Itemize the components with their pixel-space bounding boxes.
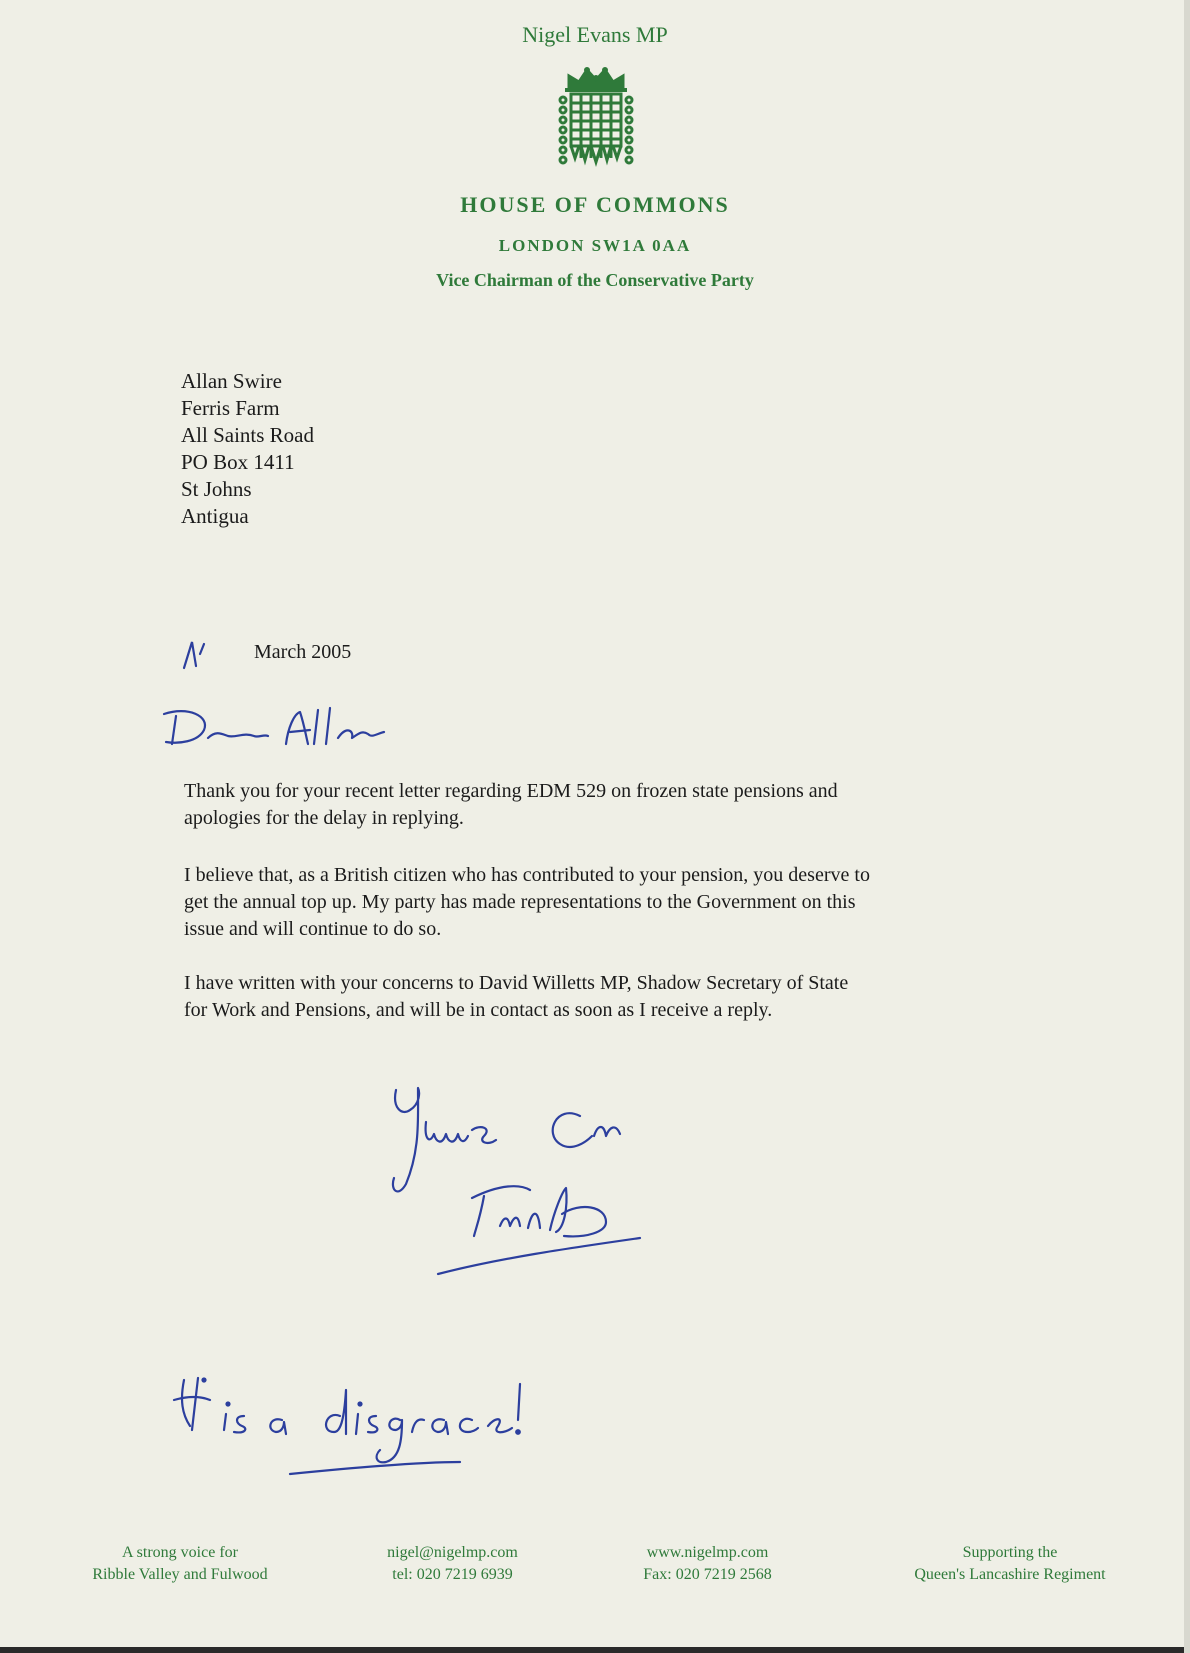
paragraph-line: get the annual top up. My party has made representations to the Government on this [184,891,856,913]
role-line: Vice Chairman of the Conservative Party [436,270,754,290]
house-of-commons-heading: HOUSE OF COMMONS [460,192,730,217]
footer-line: Supporting the [962,1544,1058,1561]
footer-constituency [60,1542,300,1586]
body-paragraph-3 [184,970,1034,1024]
paragraph-line: for Work and Pensions, and will be in contact as soon as I receive a reply. [184,999,773,1021]
footer-web [595,1542,820,1586]
page-bottom-edge [0,1647,1190,1653]
body-paragraph-2 [184,862,1034,943]
footer-line: Queen's Lancashire Regiment [914,1566,1106,1583]
recipient-address [181,368,314,530]
paragraph-line: I believe that, as a British citizen who has contributed to your pension, you deserve to [184,864,870,886]
footer-email: nigel@nigelmp.com [387,1544,518,1561]
handwritten-day [180,636,224,672]
footer-contact [340,1542,565,1586]
footer-line: Ribble Valley and Fulwood [92,1566,268,1583]
address-line: St Johns [181,477,252,501]
handwritten-signature [380,1080,660,1290]
footer-website: www.nigelmp.com [646,1544,769,1561]
body-paragraph-1 [184,778,1034,832]
address-line: All Saints Road [181,423,315,447]
address-line: Ferris Farm [181,396,280,420]
footer-line: A strong voice for [122,1544,238,1561]
footer-regiment [880,1542,1140,1586]
letter-date: March 2005 [254,641,352,663]
address-line: PO Box 1411 [181,450,295,474]
paragraph-line: apologies for the delay in replying. [184,807,464,829]
paragraph-line: issue and will continue to do so. [184,918,442,940]
mp-name: Nigel Evans MP [522,22,668,47]
paragraph-line: I have written with your concerns to David Willetts MP, Shadow Secretary of State [184,972,849,994]
london-address-line: LONDON SW1A 0AA [498,236,692,255]
handwritten-note [170,1370,560,1480]
footer-fax: Fax: 020 7219 2568 [643,1566,772,1583]
address-line: Antigua [181,504,249,528]
handwritten-salutation [158,704,408,754]
address-line: Allan Swire [181,369,282,393]
paragraph-line: Thank you for your recent letter regarding EDM 529 on frozen state pensions and [184,780,838,802]
portcullis-icon [551,66,641,170]
footer-phone: tel: 020 7219 6939 [392,1566,513,1583]
